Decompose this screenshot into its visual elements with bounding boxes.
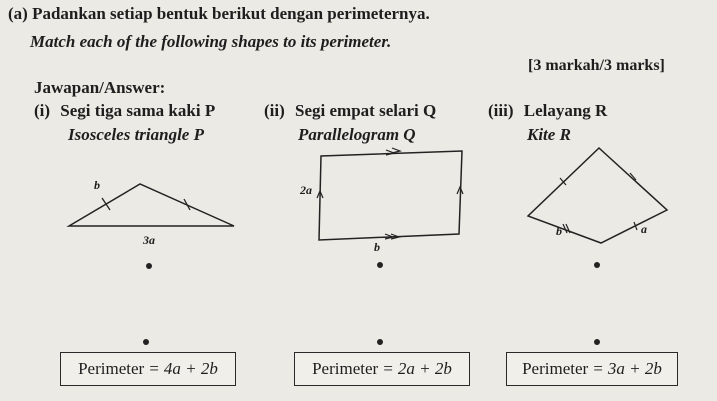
perimeter-2-label: Perimeter: [312, 359, 379, 378]
perimeter-1-value: = 4a + 2b: [148, 359, 218, 378]
perimeter-2-value: = 2a + 2b: [382, 359, 452, 378]
shape-ii-num: (ii): [264, 101, 285, 120]
perimeter-3-match-dot[interactable]: [594, 339, 600, 345]
title-ms-text: Padankan setiap bentuk berikut dengan perimeternya.: [32, 4, 430, 23]
perimeter-2-match-dot[interactable]: [377, 339, 383, 345]
kite-side-label-a: a: [641, 222, 647, 236]
parallelogram-side-label-2a: 2a: [300, 183, 312, 197]
triangle-side-label-b: b: [94, 178, 100, 192]
parallelogram-base-label-b: b: [374, 240, 380, 254]
perimeter-1-label: Perimeter: [78, 359, 145, 378]
shape-i-name-en: Isosceles triangle P: [68, 125, 204, 144]
shape-ii-name-en: Parallelogram Q: [298, 125, 416, 144]
question-label: (a): [8, 4, 28, 23]
shape-i-match-dot[interactable]: [146, 263, 152, 269]
shape-i-name-ms: Segi tiga sama kaki P: [60, 101, 216, 120]
shape-iii-name-ms: Lelayang R: [523, 101, 608, 120]
answer-label: Jawapan/Answer:: [34, 78, 166, 97]
perimeter-box-1[interactable]: [60, 352, 236, 386]
shape-iii-name-en: Kite R: [527, 125, 571, 144]
question-title-en: Match each of the following shapes to its perimeter.: [30, 32, 392, 51]
perimeter-3-value: = 3a + 2b: [592, 359, 662, 378]
shape-i-num: (i): [34, 101, 51, 120]
shape-iii-num: (iii): [488, 101, 514, 120]
shape-ii-match-dot[interactable]: [377, 262, 383, 268]
kite-side-label-b: b: [556, 224, 562, 238]
perimeter-box-3[interactable]: [506, 352, 678, 386]
marks-label: [3 markah/3 marks]: [528, 57, 665, 74]
shape-iii-match-dot[interactable]: [594, 262, 600, 268]
shape-ii-name-ms: Segi empat selari Q: [295, 101, 437, 120]
perimeter-1-match-dot[interactable]: [143, 339, 149, 345]
perimeter-3-label: Perimeter: [522, 359, 589, 378]
triangle-base-label-3a: 3a: [143, 233, 155, 247]
perimeter-box-2[interactable]: [294, 352, 470, 386]
